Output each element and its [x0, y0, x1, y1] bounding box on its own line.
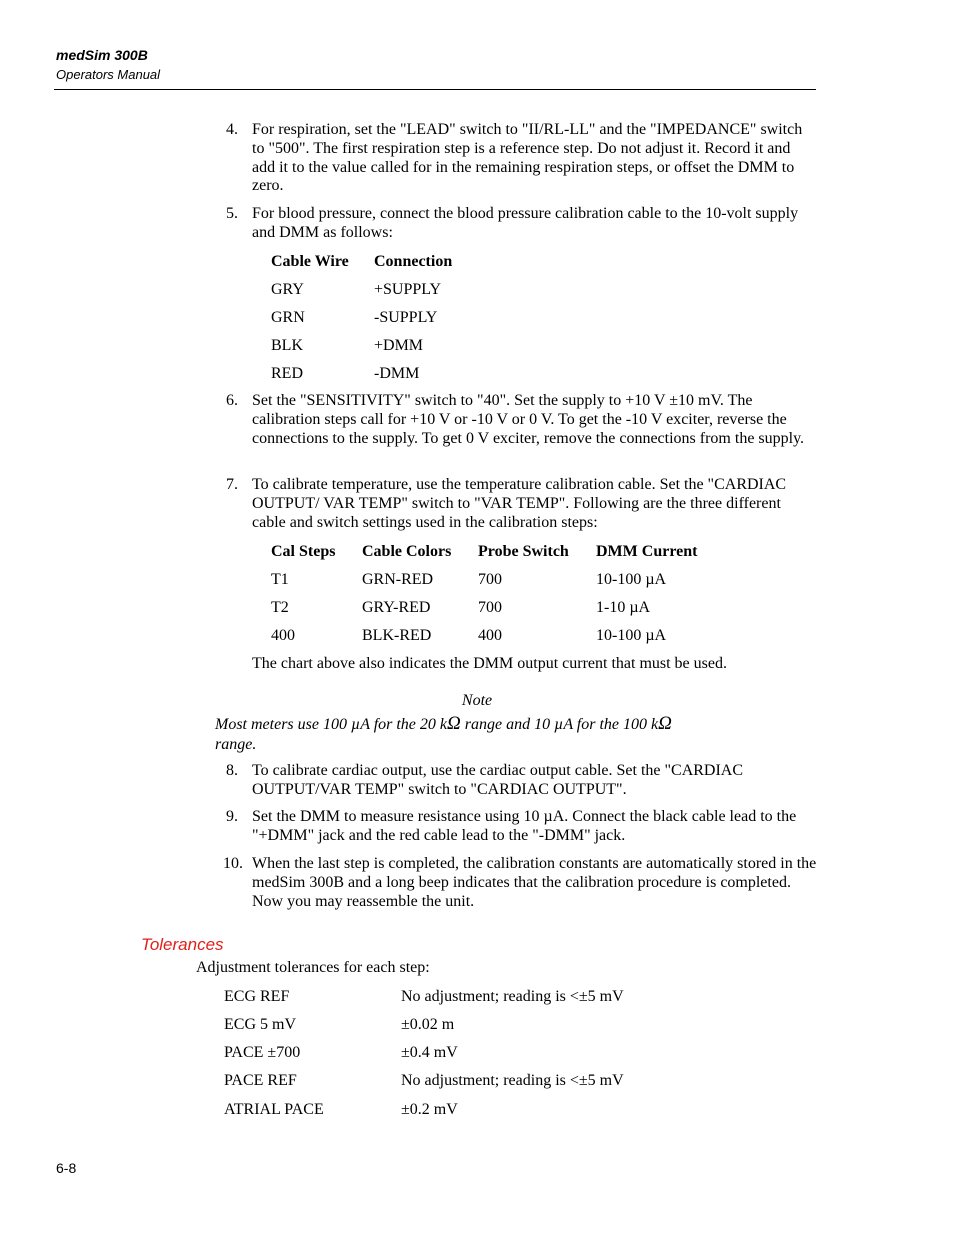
step-text: When the last step is completed, the calibration constants are automatically stored in the medSim 300B and a long beep indicates that the calibration procedure is completed. Now you may reassemble the unit.	[252, 855, 817, 910]
step-text: Set the "SENSITIVITY" switch to "40". Set the supply to +10 V ±10 mV. The calibration steps call for +10 V or -10 V or 0 V. To get the -10 V exciter, reverse the connections to the supply. To get 0 V exciter, remove the connections from the supply.	[252, 392, 805, 447]
ohm-symbol: Ω	[447, 713, 461, 734]
table-header: DMM Current	[596, 543, 698, 560]
table-header: Probe Switch	[478, 543, 569, 560]
table-cell: GRN-RED	[362, 571, 434, 588]
header-divider	[54, 89, 816, 90]
ohm-symbol: Ω	[658, 713, 672, 734]
step-number: 5.	[226, 205, 238, 222]
step-text: For respiration, set the "LEAD" switch to "II/RL-LL" and the "IMPEDANCE" switch to "500". The first respiration step is a reference step. Do not adjust it. Record it and add it to the value called for in the remaining respiration steps, or offset the DMM to zero.	[252, 121, 803, 195]
table-cell: 1-10 µA	[596, 599, 651, 616]
step-text: For blood pressure, connect the blood pressure calibration cable to the 10-volt supply and DMM as follows:	[252, 205, 799, 241]
step-number: 10.	[223, 855, 243, 872]
table-cell: -DMM	[374, 365, 420, 382]
table-cell: PACE REF	[224, 1072, 297, 1089]
table-cell: BLK	[271, 337, 303, 354]
table-cell: BLK-RED	[362, 627, 432, 644]
page-number: 6-8	[56, 1160, 77, 1176]
table-cell: GRY-RED	[362, 599, 431, 616]
table-cell: No adjustment; reading is <±5 mV	[401, 988, 624, 1005]
table-cell: ECG REF	[224, 988, 290, 1005]
step-number: 8.	[226, 762, 238, 779]
table-cell: ±0.02 m	[401, 1016, 455, 1033]
step-text: To calibrate cardiac output, use the cardiac output cable. Set the "CARDIAC OUTPUT/VAR TEMP" switch to "CARDIAC OUTPUT".	[252, 762, 744, 798]
table-cell: 10-100 µA	[596, 627, 667, 644]
table-header: Cal Steps	[271, 543, 336, 560]
note-label: Note	[461, 692, 493, 709]
step-text: To calibrate temperature, use the temperature calibration cable. Set the "CARDIAC OUTPUT/ VAR TEMP" switch to "VAR TEMP". Following are the three different cable and switch settings used in the calibration steps:	[252, 476, 787, 531]
table-cell: 700	[478, 571, 502, 588]
table-cell: ±0.4 mV	[401, 1044, 458, 1061]
step-text: Set the DMM to measure resistance using 10 µA. Connect the black cable lead to the "+DMM" jack and the red cable lead to the "-DMM" jack.	[252, 808, 797, 844]
table-cell: RED	[271, 365, 303, 382]
note-text: range.	[215, 736, 257, 753]
table-header: Cable Colors	[362, 543, 452, 560]
table-cell: No adjustment; reading is <±5 mV	[401, 1072, 624, 1089]
table-cell: 10-100 µA	[596, 571, 667, 588]
table-cell: -SUPPLY	[374, 309, 438, 326]
table-header: Cable Wire	[271, 253, 349, 270]
manual-subtitle: Operators Manual	[56, 67, 161, 82]
table-cell: ATRIAL PACE	[224, 1101, 324, 1118]
table-cell: GRY	[271, 281, 304, 298]
note-text: range and 10 µA for the 100 k	[460, 716, 659, 733]
manual-title: medSim 300B	[56, 47, 148, 63]
table-cell: PACE ±700	[224, 1044, 301, 1061]
table-cell: 700	[478, 599, 502, 616]
step-number: 4.	[226, 121, 238, 138]
section-heading-tolerances: Tolerances	[141, 935, 224, 954]
table-cell: +DMM	[374, 337, 424, 354]
table-cell: ±0.2 mV	[401, 1101, 458, 1118]
table-cell: GRN	[271, 309, 305, 326]
table-cell: T1	[271, 571, 289, 588]
step-number: 7.	[226, 476, 238, 493]
table-header: Connection	[374, 253, 453, 270]
tolerances-intro: Adjustment tolerances for each step:	[196, 959, 430, 976]
chart-note: The chart above also indicates the DMM output current that must be used.	[252, 655, 727, 672]
step-number: 9.	[226, 808, 238, 825]
note-text: Most meters use 100 µA for the 20 k	[215, 716, 448, 733]
table-cell: ECG 5 mV	[224, 1016, 296, 1033]
note-body	[215, 714, 715, 755]
table-cell: +SUPPLY	[374, 281, 441, 298]
table-cell: 400	[478, 627, 502, 644]
table-cell: T2	[271, 599, 289, 616]
step-number: 6.	[226, 392, 238, 409]
table-cell: 400	[271, 627, 295, 644]
